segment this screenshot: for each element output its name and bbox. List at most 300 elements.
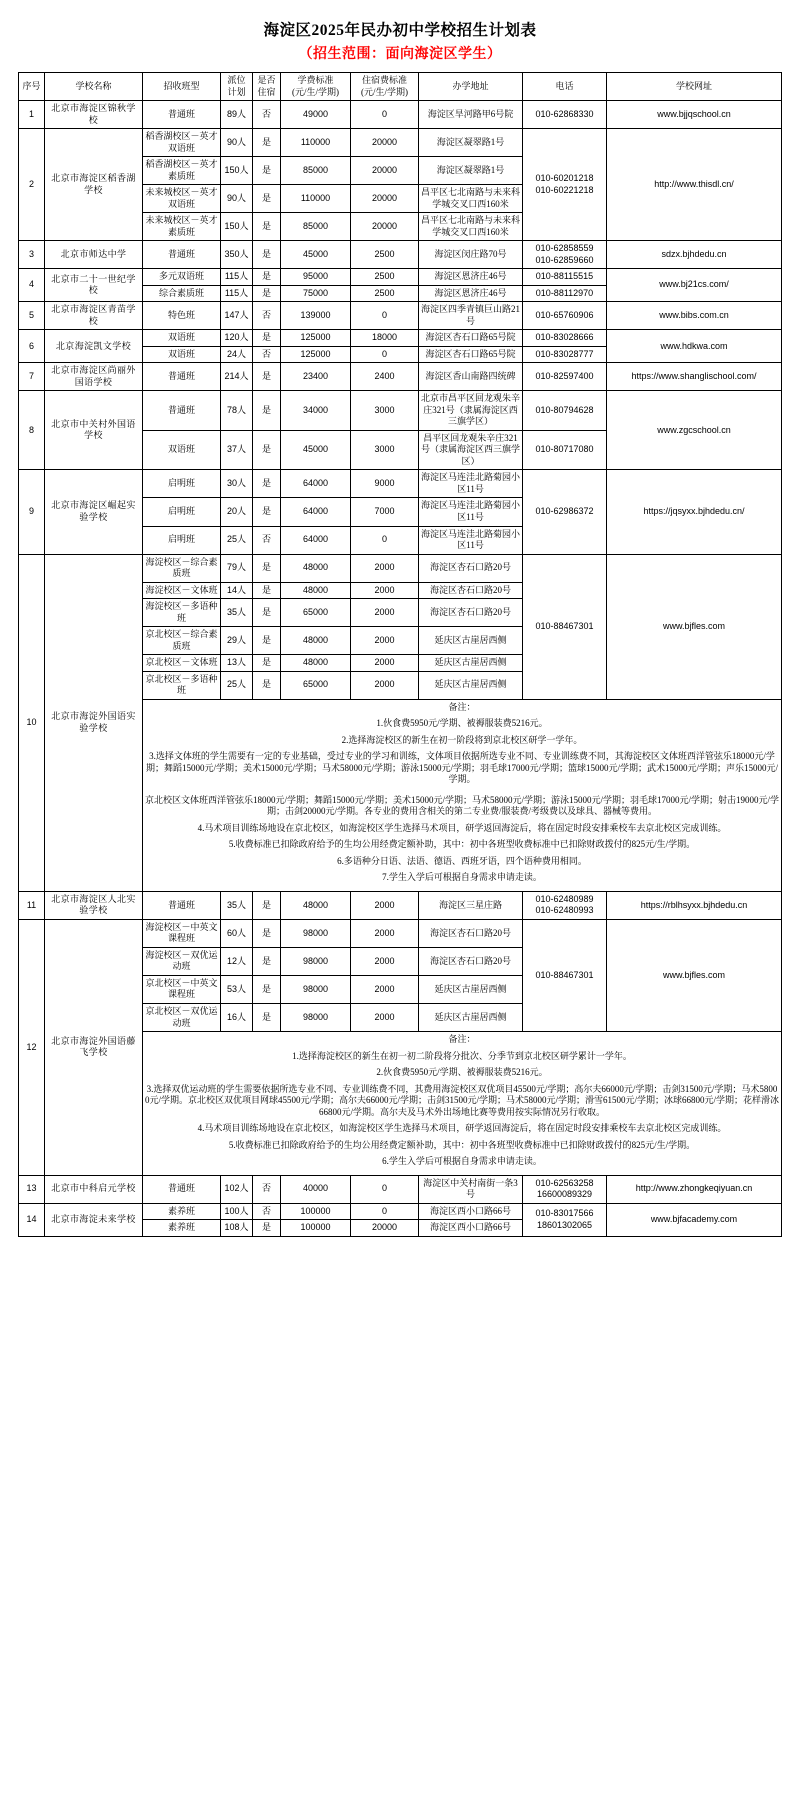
table-row	[19, 391, 782, 431]
table-header	[19, 73, 782, 101]
cell-tuition: 48000	[281, 582, 351, 599]
cell-address: 延庆区古崖居西侧	[419, 655, 523, 672]
cell-boarding: 是	[253, 1220, 281, 1237]
cell-plan-quota: 102人	[221, 1175, 253, 1203]
cell-class-type: 海淀校区－双优运动班	[143, 947, 221, 975]
table-header-row	[19, 73, 782, 101]
cell-index: 12	[19, 919, 45, 1175]
col-header-boarding-line2: 住宿	[257, 86, 276, 97]
table-row	[19, 269, 782, 286]
cell-plan-quota: 37人	[221, 430, 253, 470]
cell-boarding: 是	[253, 655, 281, 672]
cell-index: 14	[19, 1203, 45, 1236]
note-line-5: 4.马术项目训练场地设在京北校区，如海淀校区学生选择马术项目，研学返回海淀后，将在固定时段安排乘校车去京北校区完成训练。	[197, 822, 727, 833]
note-line-1: 1.选择海淀校区的新生在初一初二阶段将分批次、分季节到京北校区研学累计一学年。	[292, 1050, 632, 1061]
cell-dorm-fee: 2000	[351, 891, 419, 919]
cell-class-type: 启明班	[143, 526, 221, 554]
cell-class-type: 素养班	[143, 1220, 221, 1237]
cell-boarding: 是	[253, 671, 281, 699]
table-row	[19, 470, 782, 498]
cell-address: 海淀区杏石口路65号院	[419, 330, 523, 347]
col-header-boarding	[253, 73, 281, 101]
cell-plan-quota: 147人	[221, 302, 253, 330]
cell-class-type: 启明班	[143, 498, 221, 526]
cell-class-type: 海淀校区－中英文课程班	[143, 919, 221, 947]
table-row	[19, 129, 782, 157]
cell-website: sdzx.bjhdedu.cn	[607, 241, 782, 269]
cell-website: https://jqsyxx.bjhdedu.cn/	[607, 470, 782, 554]
cell-dorm-fee: 20000	[351, 129, 419, 157]
cell-plan-quota: 14人	[221, 582, 253, 599]
cell-dorm-fee: 0	[351, 526, 419, 554]
cell-boarding: 是	[253, 554, 281, 582]
cell-class-type: 普通班	[143, 391, 221, 431]
cell-dorm-fee: 2500	[351, 285, 419, 302]
col-header-index: 序号	[19, 73, 45, 101]
cell-tel	[523, 1203, 607, 1236]
table-row	[19, 101, 782, 129]
cell-dorm-fee: 7000	[351, 498, 419, 526]
page-subtitle: （招生范围：面向海淀区学生）	[298, 47, 502, 62]
cell-class-type: 启明班	[143, 470, 221, 498]
cell-tuition: 110000	[281, 129, 351, 157]
cell-tel	[523, 302, 607, 330]
cell-dorm-fee: 3000	[351, 391, 419, 431]
table-row	[19, 241, 782, 269]
tel-line-1: 010-88467301	[535, 969, 594, 980]
col-header-dorm-line2: (元/生/学期)	[361, 86, 408, 97]
cell-tel: 010-80717080	[523, 430, 607, 470]
tel-line-2: 16600089329	[536, 1189, 593, 1200]
tel-line-1: 010-60201218	[535, 173, 594, 184]
cell-boarding: 是	[253, 363, 281, 391]
cell-boarding: 否	[253, 302, 281, 330]
cell-address: 延庆区古崖居西侧	[419, 975, 523, 1003]
cell-class-type: 海淀校区－文体班	[143, 582, 221, 599]
cell-tuition: 65000	[281, 599, 351, 627]
cell-school-name: 北京市中关村外国语学校	[45, 391, 143, 470]
cell-tel: 010-80794628	[523, 391, 607, 431]
cell-tuition: 40000	[281, 1175, 351, 1203]
cell-tel	[523, 470, 607, 554]
cell-website: www.bjfacademy.com	[607, 1203, 782, 1236]
cell-plan-quota: 120人	[221, 330, 253, 347]
cell-dorm-fee: 2000	[351, 627, 419, 655]
tel-line-2: 010-62859660	[535, 254, 594, 265]
cell-tuition: 65000	[281, 671, 351, 699]
cell-school-name: 北京市海淀外国语实验学校	[45, 554, 143, 891]
cell-address: 海淀区闵庄路70号	[419, 241, 523, 269]
cell-class-type: 京北校区－双优运动班	[143, 1004, 221, 1032]
cell-tuition: 64000	[281, 470, 351, 498]
cell-dorm-fee: 2500	[351, 269, 419, 286]
cell-boarding: 是	[253, 157, 281, 185]
cell-address: 海淀区西小口路66号	[419, 1203, 523, 1220]
cell-index: 4	[19, 269, 45, 302]
cell-boarding: 是	[253, 498, 281, 526]
table-row	[19, 1203, 782, 1220]
cell-plan-quota: 12人	[221, 947, 253, 975]
tel-line-1: 010-82597400	[535, 371, 594, 382]
table-row	[19, 302, 782, 330]
cell-dorm-fee: 2000	[351, 554, 419, 582]
cell-class-type: 普通班	[143, 363, 221, 391]
tel-line-1: 010-62480989	[535, 893, 594, 904]
cell-index: 10	[19, 554, 45, 891]
cell-address: 延庆区古崖居西侧	[419, 627, 523, 655]
note-line-7: 6.多语种分日语、法语、德语、西班牙语，四个语种费用相同。	[337, 855, 587, 866]
cell-notes	[143, 699, 782, 891]
cell-dorm-fee: 2000	[351, 655, 419, 672]
cell-dorm-fee: 3000	[351, 430, 419, 470]
cell-plan-quota: 90人	[221, 185, 253, 213]
col-header-boarding-line1: 是否	[257, 75, 276, 85]
cell-address: 北京市昌平区回龙观朱辛庄321号（隶属海淀区西三旗学区）	[419, 391, 523, 431]
tel-line-1: 010-62858559	[535, 243, 594, 254]
cell-class-type: 特色班	[143, 302, 221, 330]
col-header-plan-line1: 派位	[227, 75, 246, 85]
cell-dorm-fee: 2500	[351, 241, 419, 269]
cell-class-type: 京北校区－中英文课程班	[143, 975, 221, 1003]
cell-plan-quota: 20人	[221, 498, 253, 526]
cell-tuition: 125000	[281, 330, 351, 347]
cell-class-type: 京北校区－多语种班	[143, 671, 221, 699]
note-line-2: 2.选择海淀校区的新生在初一阶段将到京北校区研学一学年。	[341, 734, 583, 745]
cell-tuition: 48000	[281, 554, 351, 582]
cell-school-name: 北京市海淀区人北实验学校	[45, 891, 143, 919]
cell-tuition: 34000	[281, 391, 351, 431]
table-row	[19, 554, 782, 582]
cell-plan-quota: 79人	[221, 554, 253, 582]
cell-dorm-fee: 20000	[351, 157, 419, 185]
cell-plan-quota: 24人	[221, 346, 253, 363]
col-header-class-type: 招收班型	[143, 73, 221, 101]
cell-class-type: 普通班	[143, 891, 221, 919]
cell-boarding: 是	[253, 975, 281, 1003]
col-header-dorm-line1: 住宿费标准	[361, 75, 407, 85]
tel-line-1: 010-88467301	[535, 620, 594, 631]
tel-line-1: 010-62563258	[535, 1177, 594, 1188]
cell-tel	[523, 241, 607, 269]
cell-plan-quota: 35人	[221, 891, 253, 919]
cell-dorm-fee: 20000	[351, 185, 419, 213]
cell-school-name: 北京市海淀外国语藤飞学校	[45, 919, 143, 1175]
cell-tuition: 75000	[281, 285, 351, 302]
cell-tel: 010-88115515	[523, 269, 607, 286]
cell-index: 8	[19, 391, 45, 470]
cell-plan-quota: 29人	[221, 627, 253, 655]
cell-class-type: 京北校区－综合素质班	[143, 627, 221, 655]
cell-boarding: 是	[253, 241, 281, 269]
cell-website: https://www.shanglischool.com/	[607, 363, 782, 391]
cell-tel: 010-83028666	[523, 330, 607, 347]
admission-plan-table	[18, 72, 782, 1237]
cell-tuition: 110000	[281, 185, 351, 213]
cell-website: www.bjjqschool.cn	[607, 101, 782, 129]
cell-plan-quota: 30人	[221, 470, 253, 498]
cell-website: www.hdkwa.com	[607, 330, 782, 363]
note-line-2: 2.伙食费5950元/学期、被褥服装费5216元。	[376, 1067, 548, 1078]
cell-boarding: 是	[253, 330, 281, 347]
cell-boarding: 是	[253, 919, 281, 947]
cell-dorm-fee: 18000	[351, 330, 419, 347]
cell-boarding: 否	[253, 1175, 281, 1203]
cell-website: www.zgcschool.cn	[607, 391, 782, 470]
cell-tel	[523, 101, 607, 129]
table-row	[19, 363, 782, 391]
cell-class-type: 双语班	[143, 430, 221, 470]
tel-line-1: 010-83017566	[535, 1208, 594, 1219]
cell-index: 2	[19, 129, 45, 241]
cell-tuition: 23400	[281, 363, 351, 391]
cell-boarding: 是	[253, 582, 281, 599]
cell-index: 11	[19, 891, 45, 919]
tel-line-1: 010-65760906	[535, 310, 594, 320]
note-line-0: 备注：	[448, 1034, 476, 1045]
cell-index: 13	[19, 1175, 45, 1203]
col-header-tel: 电话	[523, 73, 607, 101]
cell-address: 延庆区古崖居西侧	[419, 671, 523, 699]
table-row	[19, 330, 782, 347]
cell-plan-quota: 350人	[221, 241, 253, 269]
cell-dorm-fee: 20000	[351, 1220, 419, 1237]
cell-dorm-fee: 2000	[351, 582, 419, 599]
cell-tel	[523, 129, 607, 241]
cell-boarding: 否	[253, 526, 281, 554]
cell-tuition: 125000	[281, 346, 351, 363]
cell-tuition: 98000	[281, 1004, 351, 1032]
cell-address: 海淀区杏石口路20号	[419, 599, 523, 627]
note-line-3: 3.选择双优运动班的学生需要依据所选专业不同、专业训练费不同，其费用海淀校区双优项目45500元/学期；高尔夫66000元/学期；击剑31500元/学期；马术58000元/学期。京北校区双优项目网球45500元/学期；高尔夫66000元/学期；击剑31500元/学期；马术58000元/学期；滑雪61500元/学期；冰球66800元/学期；花样滑冰66800元/学期。高尔夫及马术外出场地比赛等费用按实际情况另行收取。	[145, 1083, 780, 1117]
cell-address: 海淀区三星庄路	[419, 891, 523, 919]
cell-class-type: 双语班	[143, 330, 221, 347]
cell-plan-quota: 100人	[221, 1203, 253, 1220]
cell-dorm-fee: 2000	[351, 599, 419, 627]
cell-plan-quota: 60人	[221, 919, 253, 947]
cell-address: 海淀区马连洼北路菊园小区11号	[419, 526, 523, 554]
cell-index: 1	[19, 101, 45, 129]
cell-index: 3	[19, 241, 45, 269]
tel-line-2: 010-62480993	[535, 905, 594, 916]
note-line-4: 4.马术项目训练场地设在京北校区，如海淀校区学生选择马术项目，研学返回海淀后，将在固定时段安排乘校车去京北校区完成训练。	[197, 1123, 727, 1134]
col-header-tuition-line1: 学费标准	[297, 75, 334, 85]
cell-boarding: 否	[253, 1203, 281, 1220]
cell-boarding: 否	[253, 101, 281, 129]
cell-class-type: 普通班	[143, 241, 221, 269]
table-row	[19, 919, 782, 947]
cell-address: 海淀区杏石口路65号院	[419, 346, 523, 363]
cell-boarding: 是	[253, 185, 281, 213]
cell-address: 海淀区中关村南街一条3号	[419, 1175, 523, 1203]
cell-address: 昌平区回龙观朱辛庄321号（隶属海淀区西三旗学区）	[419, 430, 523, 470]
cell-school-name: 北京市海淀区青苗学校	[45, 302, 143, 330]
cell-address: 昌平区七北南路与未来科学城交叉口西160米	[419, 213, 523, 241]
cell-address: 海淀区杏石口路20号	[419, 582, 523, 599]
cell-class-type: 多元双语班	[143, 269, 221, 286]
cell-tuition: 48000	[281, 891, 351, 919]
cell-boarding: 是	[253, 891, 281, 919]
note-line-5: 5.收费标准已扣除政府给予的生均公用经费定额补助，其中：初中各班型收费标准中已扣除财政拨付的825元/生/学期。	[228, 1139, 696, 1150]
cell-tuition: 100000	[281, 1203, 351, 1220]
note-line-1: 1.伙食费5950元/学期、被褥服装费5216元。	[376, 718, 548, 729]
col-header-dorm-fee	[351, 73, 419, 101]
cell-school-name: 北京市师达中学	[45, 241, 143, 269]
col-header-plan-line2: 计划	[227, 86, 246, 97]
cell-address: 海淀区杏石口路20号	[419, 947, 523, 975]
cell-tuition: 98000	[281, 947, 351, 975]
note-line-4: 京北校区文体班西洋管弦乐18000元/学期；舞蹈15000元/学期；美术15000元/学期；马术58000元/学期；游泳15000元/学期；羽毛球17000元/学期；射击19000元/学期；击剑20000元/学期。各专业的费用含相关的第二专业费/服装费/考级费以及球具、器械等费用。	[145, 794, 780, 817]
cell-dorm-fee: 2000	[351, 671, 419, 699]
cell-tel	[523, 554, 607, 699]
cell-tuition: 100000	[281, 1220, 351, 1237]
cell-address: 昌平区七北南路与未来科学城交叉口西160米	[419, 185, 523, 213]
cell-plan-quota: 150人	[221, 157, 253, 185]
cell-boarding: 是	[253, 285, 281, 302]
cell-address: 海淀区马连洼北路菊园小区11号	[419, 498, 523, 526]
cell-address: 海淀区香山南路四统碑	[419, 363, 523, 391]
cell-tel: 010-83028777	[523, 346, 607, 363]
cell-tel	[523, 363, 607, 391]
table-row	[19, 1175, 782, 1203]
cell-tel	[523, 891, 607, 919]
cell-school-name: 北京市海淀区锦秋学校	[45, 101, 143, 129]
cell-address: 海淀区凝翠路1号	[419, 157, 523, 185]
cell-address: 海淀区西小口路66号	[419, 1220, 523, 1237]
cell-class-type: 海淀校区－多语种班	[143, 599, 221, 627]
cell-tuition: 45000	[281, 241, 351, 269]
cell-index: 7	[19, 363, 45, 391]
cell-address: 海淀区杏石口路20号	[419, 554, 523, 582]
cell-tuition: 98000	[281, 919, 351, 947]
cell-boarding: 是	[253, 599, 281, 627]
cell-address: 海淀区马连洼北路菊园小区11号	[419, 470, 523, 498]
cell-boarding: 是	[253, 627, 281, 655]
cell-address: 海淀区恩济庄46号	[419, 285, 523, 302]
col-header-address: 办学地址	[419, 73, 523, 101]
cell-address: 海淀区旱河路甲6号院	[419, 101, 523, 129]
cell-dorm-fee: 2000	[351, 919, 419, 947]
cell-class-type: 海淀校区－综合素质班	[143, 554, 221, 582]
cell-boarding: 是	[253, 947, 281, 975]
cell-class-type: 稻香湖校区－英才双语班	[143, 129, 221, 157]
cell-boarding: 是	[253, 269, 281, 286]
cell-index: 6	[19, 330, 45, 363]
cell-plan-quota: 108人	[221, 1220, 253, 1237]
cell-dorm-fee: 0	[351, 101, 419, 129]
note-line-6: 5.收费标准已扣除政府给予的生均公用经费定额补助，其中：初中各班型收费标准中已扣除财政拨付的825元/生/学期。	[228, 839, 696, 850]
cell-website: https://rblhsyxx.bjhdedu.cn	[607, 891, 782, 919]
cell-plan-quota: 78人	[221, 391, 253, 431]
cell-school-name: 北京市中科启元学校	[45, 1175, 143, 1203]
cell-tuition: 98000	[281, 975, 351, 1003]
cell-plan-quota: 13人	[221, 655, 253, 672]
cell-dorm-fee: 0	[351, 1203, 419, 1220]
cell-tuition: 139000	[281, 302, 351, 330]
cell-class-type: 未来城校区－英才双语班	[143, 185, 221, 213]
tel-line-2: 010-60221218	[535, 184, 594, 195]
cell-plan-quota: 89人	[221, 101, 253, 129]
cell-website: www.bjfles.com	[607, 919, 782, 1031]
table-body	[19, 101, 782, 1237]
cell-plan-quota: 53人	[221, 975, 253, 1003]
note-line-6: 6.学生入学后可根据自身需求申请走读。	[382, 1156, 542, 1167]
cell-dorm-fee: 2400	[351, 363, 419, 391]
cell-dorm-fee: 0	[351, 1175, 419, 1203]
cell-tuition: 49000	[281, 101, 351, 129]
cell-address: 海淀区恩济庄46号	[419, 269, 523, 286]
cell-school-name: 北京市海淀区尚丽外国语学校	[45, 363, 143, 391]
cell-tuition: 85000	[281, 157, 351, 185]
cell-address: 延庆区古崖居西侧	[419, 1004, 523, 1032]
cell-dorm-fee: 0	[351, 346, 419, 363]
cell-boarding: 否	[253, 346, 281, 363]
cell-website: http://www.thisdl.cn/	[607, 129, 782, 241]
cell-class-type: 素养班	[143, 1203, 221, 1220]
cell-boarding: 是	[253, 430, 281, 470]
cell-class-type: 未来城校区－英才素质班	[143, 213, 221, 241]
cell-school-name: 北京市海淀未来学校	[45, 1203, 143, 1236]
cell-dorm-fee: 2000	[351, 1004, 419, 1032]
tel-line-1: 010-62986372	[535, 506, 594, 517]
cell-website: http://www.zhongkeqiyuan.cn	[607, 1175, 782, 1203]
cell-boarding: 是	[253, 129, 281, 157]
cell-class-type: 普通班	[143, 1175, 221, 1203]
cell-boarding: 是	[253, 213, 281, 241]
cell-boarding: 是	[253, 1004, 281, 1032]
col-header-plan	[221, 73, 253, 101]
cell-index: 5	[19, 302, 45, 330]
page-title: 海淀区2025年民办初中学校招生计划表	[263, 22, 537, 39]
cell-dorm-fee: 2000	[351, 947, 419, 975]
cell-tuition: 85000	[281, 213, 351, 241]
cell-plan-quota: 25人	[221, 671, 253, 699]
cell-class-type: 普通班	[143, 101, 221, 129]
cell-plan-quota: 16人	[221, 1004, 253, 1032]
cell-class-type: 稻香湖校区－英才素质班	[143, 157, 221, 185]
cell-plan-quota: 25人	[221, 526, 253, 554]
cell-website: www.bibs.com.cn	[607, 302, 782, 330]
cell-website: www.bj21cs.com/	[607, 269, 782, 302]
cell-tuition: 64000	[281, 526, 351, 554]
col-header-tuition	[281, 73, 351, 101]
cell-plan-quota: 150人	[221, 213, 253, 241]
col-header-tuition-line2: (元/生/学期)	[292, 86, 339, 97]
col-header-website: 学校网址	[607, 73, 782, 101]
cell-tel: 010-88112970	[523, 285, 607, 302]
cell-tuition: 48000	[281, 627, 351, 655]
cell-plan-quota: 115人	[221, 285, 253, 302]
table-row	[19, 891, 782, 919]
cell-class-type: 京北校区－文体班	[143, 655, 221, 672]
cell-address: 海淀区四季青镇巨山路21号	[419, 302, 523, 330]
cell-plan-quota: 214人	[221, 363, 253, 391]
cell-dorm-fee: 20000	[351, 213, 419, 241]
cell-school-name: 北京市海淀区稻香湖学校	[45, 129, 143, 241]
cell-tuition: 95000	[281, 269, 351, 286]
cell-tel	[523, 919, 607, 1031]
cell-tuition: 48000	[281, 655, 351, 672]
cell-class-type: 双语班	[143, 346, 221, 363]
note-line-8: 7.学生入学后可根据自身需求申请走读。	[382, 872, 542, 883]
cell-address: 海淀区杏石口路20号	[419, 919, 523, 947]
cell-website: www.bjfles.com	[607, 554, 782, 699]
note-line-0: 备注：	[448, 701, 476, 712]
cell-tuition: 45000	[281, 430, 351, 470]
cell-class-type: 综合素质班	[143, 285, 221, 302]
cell-plan-quota: 35人	[221, 599, 253, 627]
cell-plan-quota: 90人	[221, 129, 253, 157]
cell-boarding: 是	[253, 391, 281, 431]
